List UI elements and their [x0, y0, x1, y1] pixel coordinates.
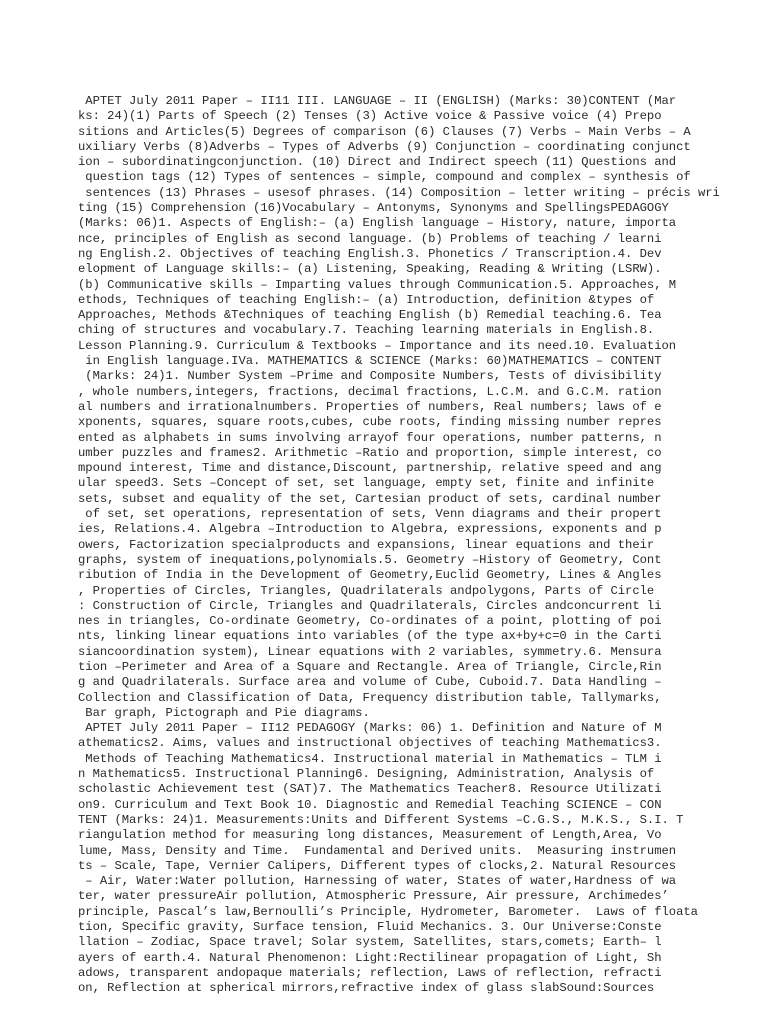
- text-line: (b) Communicative skills – Imparting values through Communication.5. Approaches, M: [78, 277, 677, 292]
- text-line: n Mathematics5. Instructional Planning6. Designing, Administration, Analysis of: [78, 767, 655, 782]
- text-line: tion –Perimeter and Area of a Square and Rectangle. Area of Triangle, Circle,Rin: [78, 659, 662, 674]
- text-line: APTET July 2011 Paper – II12 PEDAGOGY (Marks: 06) 1. Definition and Nature of M: [78, 721, 662, 736]
- text-line: nes in triangles, Co-ordinate Geometry, Co-ordinates of a point, plotting of poi: [78, 614, 662, 629]
- text-line: elopment of Language skills:– (a) Listening, Speaking, Reading & Writing (LSRW).: [78, 262, 662, 277]
- text-line: mpound interest, Time and distance,Discount, partnership, relative speed and ang: [78, 461, 662, 476]
- text-line: ribution of India in the Development of Geometry,Euclid Geometry, Lines & Angles: [78, 568, 662, 583]
- text-line: nts, linking linear equations into variables (of the type ax+by+c=0 in the Carti: [78, 629, 662, 644]
- text-line: adows, transparent andopaque materials; reflection, Laws of reflection, refracti: [78, 965, 662, 980]
- text-line: ching of structures and vocabulary.7. Teaching learning materials in English.8.: [78, 323, 655, 338]
- text-line: sentences (13) Phrases – usesof phrases. (14) Composition – letter writing – précis wri: [78, 185, 720, 200]
- text-line: (Marks: 24)1. Number System –Prime and Composite Numbers, Tests of divisibility: [78, 369, 662, 384]
- text-line: athematics2. Aims, values and instructional objectives of teaching Mathematics3.: [78, 736, 662, 751]
- text-line: ethods, Techniques of teaching English:– (a) Introduction, definition &types of: [78, 292, 655, 307]
- document-body-text: [78, 94, 768, 997]
- text-line: g and Quadrilaterals. Surface area and volume of Cube, Cuboid.7. Data Handling –: [78, 675, 662, 690]
- text-line: TENT (Marks: 24)1. Measurements:Units and Different Systems –C.G.S., M.K.S., S.I. T: [78, 812, 684, 827]
- text-line: principle, Pascal’s law,Bernoulli’s Principle, Hydrometer, Barometer. Laws of floata: [78, 904, 698, 919]
- text-line: nce, principles of English as second language. (b) Problems of teaching / learni: [78, 231, 662, 246]
- text-line: al numbers and irrationalnumbers. Properties of numbers, Real numbers; laws of e: [78, 399, 662, 414]
- text-line: in English language.IVa. MATHEMATICS & SCIENCE (Marks: 60)MATHEMATICS – CONTENT: [78, 354, 662, 369]
- text-line: APTET July 2011 Paper – II11 III. LANGUAGE – II (ENGLISH) (Marks: 30)CONTENT (Mar: [78, 94, 677, 108]
- text-line: ks: 24)(1) Parts of Speech (2) Tenses (3) Active voice & Passive voice (4) Prepo: [78, 109, 662, 124]
- text-line: ular speed3. Sets –Concept of set, set language, empty set, finite and infinite: [78, 476, 655, 491]
- text-line: ts – Scale, Tape, Vernier Calipers, Different types of clocks,2. Natural Resources: [78, 858, 677, 873]
- text-line: ting (15) Comprehension (16)Vocabulary – Antonyms, Synonyms and SpellingsPEDAGOGY: [78, 201, 669, 216]
- text-line: of set, set operations, representation of sets, Venn diagrams and their propert: [78, 507, 662, 522]
- text-line: scholastic Achievement test (SAT)7. The Mathematics Teacher8. Resource Utilizati: [78, 782, 662, 797]
- text-line: Approaches, Methods &Techniques of teaching English (b) Remedial teaching.6. Tea: [78, 308, 662, 323]
- text-line: owers, Factorization specialproducts and expansions, linear equations and their: [78, 537, 655, 552]
- text-line: riangulation method for measuring long distances, Measurement of Length,Area, Vo: [78, 828, 662, 843]
- text-line: question tags (12) Types of sentences – simple, compound and complex – synthesis of: [78, 170, 691, 185]
- text-line: Methods of Teaching Mathematics4. Instructional material in Mathematics – TLM i: [78, 751, 662, 766]
- text-line: (Marks: 06)1. Aspects of English:– (a) English language – History, nature, importa: [78, 216, 677, 231]
- text-line: sets, subset and equality of the set, Cartesian product of sets, cardinal number: [78, 491, 662, 506]
- text-line: ies, Relations.4. Algebra –Introduction to Algebra, expressions, exponents and p: [78, 522, 662, 537]
- text-line: sitions and Articles(5) Degrees of comparison (6) Clauses (7) Verbs – Main Verbs – A: [78, 124, 691, 139]
- text-line: Lesson Planning.9. Curriculum & Textbooks – Importance and its need.10. Evaluation: [78, 338, 677, 353]
- text-line: ion – subordinatingconjunction. (10) Direct and Indirect speech (11) Questions and: [78, 155, 677, 170]
- text-line: on9. Curriculum and Text Book 10. Diagnostic and Remedial Teaching SCIENCE – CON: [78, 797, 662, 812]
- text-line: : Construction of Circle, Triangles and Quadrilaterals, Circles andconcurrent li: [78, 598, 662, 613]
- text-line: ayers of earth.4. Natural Phenomenon: Light:Rectilinear propagation of Light, Sh: [78, 950, 662, 965]
- text-line: , Properties of Circles, Triangles, Quadrilaterals andpolygons, Parts of Circle: [78, 583, 655, 598]
- text-line: ng English.2. Objectives of teaching English.3. Phonetics / Transcription.4. Dev: [78, 246, 662, 261]
- text-line: uxiliary Verbs (8)Adverbs – Types of Adverbs (9) Conjunction – coordinating conjunct: [78, 139, 691, 154]
- text-line: ented as alphabets in sums involving arrayof four operations, number patterns, n: [78, 430, 662, 445]
- text-line: graphs, system of inequations,polynomials.5. Geometry –History of Geometry, Cont: [78, 552, 662, 567]
- text-line: tion, Specific gravity, Surface tension, Fluid Mechanics. 3. Our Universe:Conste: [78, 920, 662, 935]
- text-line: on, Reflection at spherical mirrors,refractive index of glass slabSound:Sources: [78, 981, 655, 996]
- text-line: umber puzzles and frames2. Arithmetic –Ratio and proportion, simple interest, co: [78, 445, 662, 460]
- text-line: lume, Mass, Density and Time. Fundamental and Derived units. Measuring instrumen: [78, 843, 677, 858]
- text-line: – Air, Water:Water pollution, Harnessing of water, States of water,Hardness of wa: [78, 874, 677, 889]
- text-line: , whole numbers,integers, fractions, decimal fractions, L.C.M. and G.C.M. ration: [78, 384, 662, 399]
- text-line: llation – Zodiac, Space travel; Solar system, Satellites, stars,comets; Earth– l: [78, 935, 662, 950]
- text-line: ter, water pressureAir pollution, Atmospheric Pressure, Air pressure, Archimedes’: [78, 889, 669, 904]
- text-line: Bar graph, Pictograph and Pie diagrams.: [78, 705, 370, 720]
- text-line: siancoordination system), Linear equations with 2 variables, symmetry.6. Mensura: [78, 644, 662, 659]
- text-line: xponents, squares, square roots,cubes, cube roots, finding missing number repres: [78, 415, 662, 430]
- text-line: Collection and Classification of Data, Frequency distribution table, Tallymarks,: [78, 690, 662, 705]
